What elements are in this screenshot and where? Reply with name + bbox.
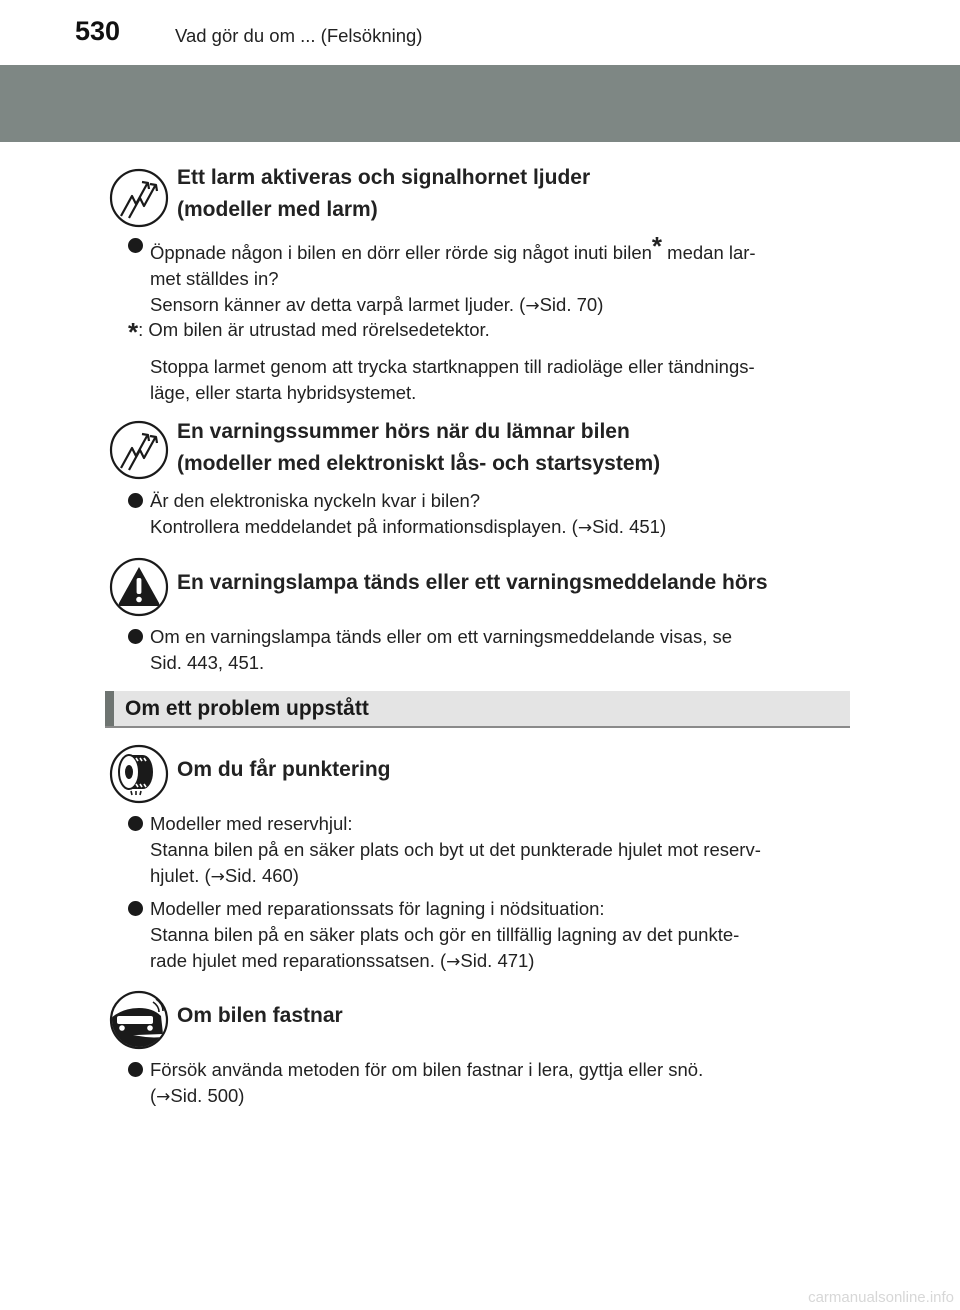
bullet-text bbox=[150, 488, 848, 541]
text-line: Stanna bilen på en säker plats och gör en tillfällig lagning av det punkte- bbox=[150, 924, 740, 945]
bullet-icon bbox=[128, 629, 143, 644]
text-line: Sid. 443, 451. bbox=[150, 652, 265, 673]
asterisk: * bbox=[128, 317, 139, 347]
text-span: hjulet. ( bbox=[150, 865, 211, 886]
text-line: Försök använda metoden för om bilen fastnar i lera, gyttja eller snö. bbox=[150, 1059, 704, 1080]
text-span: Öppnade någon i bilen en dörr eller rörde sig något inuti bilen bbox=[150, 242, 652, 263]
bullet-icon bbox=[128, 816, 143, 831]
text-line: Modeller med reparationssats för lagning i nödsituation: bbox=[150, 898, 605, 919]
bullet-icon bbox=[128, 238, 143, 253]
section-header-label: Om ett problem uppstått bbox=[125, 697, 369, 720]
alarm-icon bbox=[109, 420, 169, 480]
footnote-text: : Om bilen är utrustad med rörelsedetektor. bbox=[138, 319, 490, 340]
bar-accent bbox=[105, 691, 114, 726]
section-title-alarm bbox=[177, 162, 590, 226]
bullet-text bbox=[150, 811, 848, 890]
page-reference: Sid. 70) bbox=[539, 294, 604, 315]
section-title-flat-tire: Om du får punktering bbox=[177, 758, 391, 781]
chapter-title: Vad gör du om ... (Felsökning) bbox=[175, 25, 423, 46]
section-header-bar bbox=[105, 691, 850, 728]
text-line: läge, eller starta hybridsystemet. bbox=[150, 382, 417, 403]
page-reference: Sid. 451) bbox=[592, 516, 667, 537]
section-title-line: (modeller med elektroniskt lås- och startsystem) bbox=[177, 452, 661, 475]
section-title-stuck: Om bilen fastnar bbox=[177, 1004, 343, 1027]
section-title-line: Ett larm aktiveras och signalhornet ljuder bbox=[177, 166, 591, 189]
page-reference: Sid. 460) bbox=[224, 865, 299, 886]
arrow-icon: → bbox=[210, 867, 225, 887]
note-paragraph bbox=[150, 354, 848, 406]
warning-icon bbox=[109, 557, 169, 617]
bullet-text bbox=[150, 896, 848, 975]
section-title-line: En varningssummer hörs när du lämnar bilen bbox=[177, 420, 630, 443]
text-span: rade hjulet med reparationssatsen. ( bbox=[150, 950, 447, 971]
watermark: carmanualsonline.info bbox=[808, 1289, 954, 1306]
bullet-icon bbox=[128, 901, 143, 916]
text-line: Modeller med reservhjul: bbox=[150, 813, 353, 834]
arrow-icon: → bbox=[525, 296, 540, 316]
stuck-car-icon bbox=[109, 990, 169, 1050]
text-span: medan lar- bbox=[662, 242, 756, 263]
page-reference: Sid. 471) bbox=[460, 950, 535, 971]
header-band bbox=[0, 65, 960, 142]
section-title-line: (modeller med larm) bbox=[177, 198, 378, 221]
text-span: Sensorn känner av detta varpå larmet ljuder. ( bbox=[150, 294, 526, 315]
section-title-buzzer bbox=[177, 416, 660, 480]
footnote bbox=[128, 317, 490, 348]
arrow-icon: → bbox=[156, 1087, 171, 1107]
alarm-icon bbox=[109, 168, 169, 228]
asterisk: * bbox=[651, 231, 663, 261]
tire-icon bbox=[109, 744, 169, 804]
bullet-text bbox=[150, 624, 848, 676]
bullet-text bbox=[150, 1057, 848, 1110]
text-line: met ställdes in? bbox=[150, 268, 279, 289]
text-line: Stanna bilen på en säker plats och byt ut det punkterade hjulet mot reserv- bbox=[150, 839, 761, 860]
text-line: Är den elektroniska nyckeln kvar i bilen? bbox=[150, 490, 481, 511]
page-header bbox=[0, 0, 960, 60]
arrow-icon: → bbox=[446, 952, 461, 972]
bullet-text bbox=[150, 233, 848, 319]
bullet-icon bbox=[128, 493, 143, 508]
text-line: Om en varningslampa tänds eller om ett varningsmeddelande visas, se bbox=[150, 626, 733, 647]
page-number: 530 bbox=[75, 16, 121, 46]
text-span: ( bbox=[150, 1085, 157, 1106]
section-title-warning: En varningslampa tänds eller ett varningsmeddelande hörs bbox=[177, 571, 768, 594]
arrow-icon: → bbox=[577, 518, 593, 538]
bullet-icon bbox=[128, 1062, 143, 1077]
text-line: Stoppa larmet genom att trycka startknappen till radioläge eller tändnings- bbox=[150, 356, 755, 377]
text-span: Kontrollera meddelandet på informationsdisplayen. ( bbox=[150, 516, 578, 537]
page-reference: Sid. 500) bbox=[170, 1085, 245, 1106]
